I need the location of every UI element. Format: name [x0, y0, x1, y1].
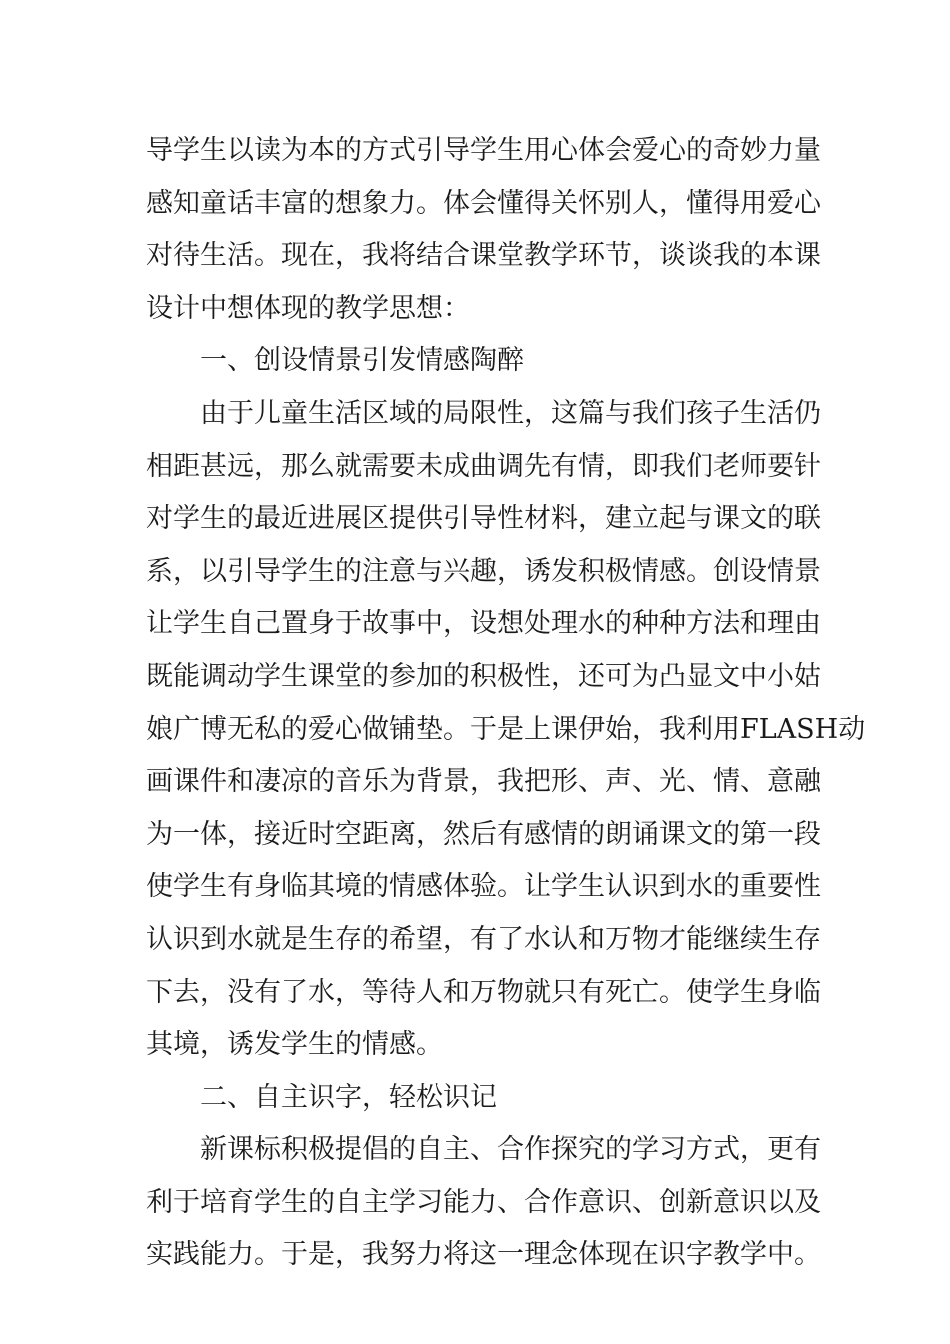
text-line-18: 其境，诱发学生的情感。 [146, 1029, 443, 1061]
text-line-10: 让学生自己置身于故事中，设想处理水的种种方法和理由 [146, 608, 821, 640]
text-line-4: 设计中想体现的教学思想： [146, 292, 470, 324]
text-line-12: 娘广博无私的爱心做铺垫。于是上课伊始，我利用FLASH动 [146, 713, 866, 745]
text-line-14: 为一体，接近时空距离，然后有感情的朗诵课文的第一段 [146, 818, 821, 850]
text-line-6: 由于儿童生活区域的局限性，这篇与我们孩子生活仍 [200, 397, 821, 429]
text-line-21: 利于培育学生的自主学习能力、合作意识、创新意识以及 [146, 1186, 821, 1218]
text-line-7: 相距甚远，那么就需要未成曲调先有情，即我们老师要针 [146, 450, 821, 482]
text-line-20: 新课标积极提倡的自主、合作探究的学习方式，更有 [200, 1134, 821, 1166]
text-line-22: 实践能力。于是，我努力将这一理念体现在识字教学中。 [146, 1239, 821, 1271]
section-heading-2: 二、自主识字，轻松识记 [200, 1081, 497, 1113]
text-line-1: 导学生以读为本的方式引导学生用心体会爱心的奇妙力量 [146, 135, 821, 166]
text-line-15: 使学生有身临其境的情感体验。让学生认识到水的重要性 [146, 871, 821, 903]
text-line-17: 下去，没有了水，等待人和万物就只有死亡。使学生身临 [146, 976, 821, 1008]
text-line-3: 对待生活。现在，我将结合课堂教学环节，谈谈我的本课 [146, 240, 821, 272]
text-line-11: 既能调动学生课堂的参加的积极性，还可为凸显文中小姑 [146, 660, 821, 692]
text-line-8: 对学生的最近进展区提供引导性材料，建立起与课文的联 [146, 503, 821, 535]
text-line-2: 感知童话丰富的想象力。体会懂得关怀别人，懂得用爱心 [146, 187, 821, 219]
text-line-13: 画课件和凄凉的音乐为背景，我把形、声、光、情、意融 [146, 766, 821, 798]
document-body [146, 125, 866, 1282]
section-heading-1: 一、创设情景引发情感陶醉 [200, 345, 524, 377]
text-line-9: 系，以引导学生的注意与兴趣，诱发积极情感。创设情景 [146, 555, 821, 587]
text-line-16: 认识到水就是生存的希望，有了水认和万物才能继续生存 [146, 923, 821, 955]
